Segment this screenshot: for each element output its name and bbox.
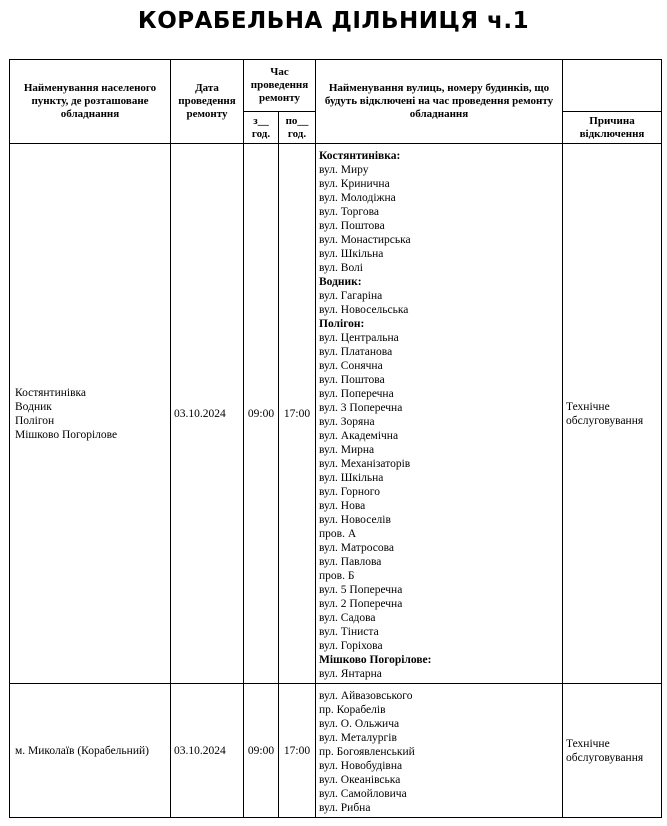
- street-item: вул. Академічна: [319, 430, 399, 442]
- street-item: вул. Механізаторів: [319, 458, 411, 470]
- reason-line: Технічне: [566, 737, 610, 750]
- place-name: Мішково Погорілове: [15, 428, 118, 441]
- settlement-group-label: Костянтинівка:: [319, 150, 401, 162]
- street-item: вул. Мирна: [319, 444, 375, 456]
- street-item: вул. Центральна: [319, 332, 399, 344]
- street-item: вул. Горного: [319, 486, 380, 498]
- header-date: Дата проведення ремонту: [171, 60, 244, 144]
- street-item: вул. Новосельська: [319, 304, 409, 316]
- reason-line: обслуговування: [566, 414, 644, 427]
- street-item: вул. Поштова: [319, 374, 385, 386]
- table-row: [10, 684, 662, 818]
- places-cell: [10, 684, 171, 818]
- place-name: Полігон: [15, 414, 55, 427]
- street-item: вул. Торгова: [319, 206, 379, 218]
- table-row: [10, 144, 662, 684]
- time-to-cell: 17:00: [279, 684, 316, 818]
- street-item: вул. Янтарна: [319, 668, 382, 680]
- street-item: вул. Платанова: [319, 346, 393, 358]
- street-item: вул. Волі: [319, 262, 363, 274]
- street-item: вул. Сонячна: [319, 360, 383, 372]
- street-item: вул. Молодіжна: [319, 192, 396, 204]
- reason-cell: [563, 144, 662, 684]
- time-from-cell: 09:00: [244, 684, 279, 818]
- street-item: вул. Гагаріна: [319, 290, 383, 302]
- header-to: по__ год.: [279, 112, 316, 144]
- street-item: пр. Богоявленський: [319, 746, 415, 758]
- header-streets: Найменування вулиць, номеру будинків, що будуть відключені на час проведення ремонту обладнання: [316, 60, 563, 144]
- street-item: вул. Айвазовського: [319, 690, 413, 702]
- header-from: з__ год.: [244, 112, 279, 144]
- outage-table: [9, 59, 662, 818]
- street-item: вул. Кринична: [319, 178, 390, 190]
- settlement-group-label: Мішково Погорілове:: [319, 654, 432, 666]
- street-item: вул. О. Ольжича: [319, 718, 400, 730]
- street-item: вул. Матросова: [319, 542, 394, 554]
- street-item: вул. 2 Поперечна: [319, 598, 403, 610]
- street-item: вул. Миру: [319, 164, 369, 176]
- header-place: Найменування населеного пункту, де розташоване обладнання: [10, 60, 171, 144]
- street-item: вул. Океанівська: [319, 774, 401, 786]
- street-item: вул. Новоселів: [319, 514, 391, 526]
- header-time: Час проведення ремонту: [244, 60, 316, 112]
- street-item: вул. Рибна: [319, 802, 371, 814]
- streets-cell: [316, 144, 563, 684]
- place-name: Костянтинівка: [15, 386, 87, 399]
- place-name: м. Миколаїв (Корабельний): [15, 744, 149, 757]
- page-title: КОРАБЕЛЬНА ДІЛЬНИЦЯ ч.1: [137, 8, 530, 34]
- settlement-group-label: Водник:: [319, 276, 362, 288]
- settlement-group-label: Полігон:: [319, 318, 365, 330]
- reason-cell: [563, 684, 662, 818]
- reason-line: Технічне: [566, 400, 610, 413]
- streets-cell: [316, 684, 563, 818]
- street-item: вул. Садова: [319, 612, 376, 624]
- street-item: вул. Металургів: [319, 732, 397, 744]
- street-item: вул. Поперечна: [319, 388, 394, 400]
- street-item: вул. Поштова: [319, 220, 385, 232]
- header-blank: [563, 60, 662, 112]
- street-item: пров. А: [319, 528, 357, 540]
- street-item: вул. Монастирська: [319, 234, 411, 246]
- street-item: вул. Шкільна: [319, 248, 384, 260]
- street-item: вул. Горіхова: [319, 640, 383, 652]
- time-from-cell: 09:00: [244, 144, 279, 684]
- street-item: вул. Тіниста: [319, 626, 379, 638]
- header-reason: Причина відключення: [563, 112, 662, 144]
- place-name: Водник: [15, 400, 52, 413]
- date-cell: 03.10.2024: [171, 144, 244, 684]
- street-item: вул. Самойловича: [319, 788, 407, 800]
- date-cell: 03.10.2024: [171, 684, 244, 818]
- street-item: вул. Зоряна: [319, 416, 375, 428]
- street-item: вул. Новобудівна: [319, 760, 403, 772]
- street-item: вул. Нова: [319, 500, 366, 512]
- street-item: пров. Б: [319, 570, 355, 582]
- reason-line: обслуговування: [566, 751, 644, 764]
- street-item: вул. 5 Поперечна: [319, 584, 403, 596]
- places-cell: [10, 144, 171, 684]
- street-item: вул. 3 Поперечна: [319, 402, 403, 414]
- time-to-cell: 17:00: [279, 144, 316, 684]
- street-item: вул. Павлова: [319, 556, 382, 568]
- street-item: пр. Корабелів: [319, 704, 386, 716]
- street-item: вул. Шкільна: [319, 472, 384, 484]
